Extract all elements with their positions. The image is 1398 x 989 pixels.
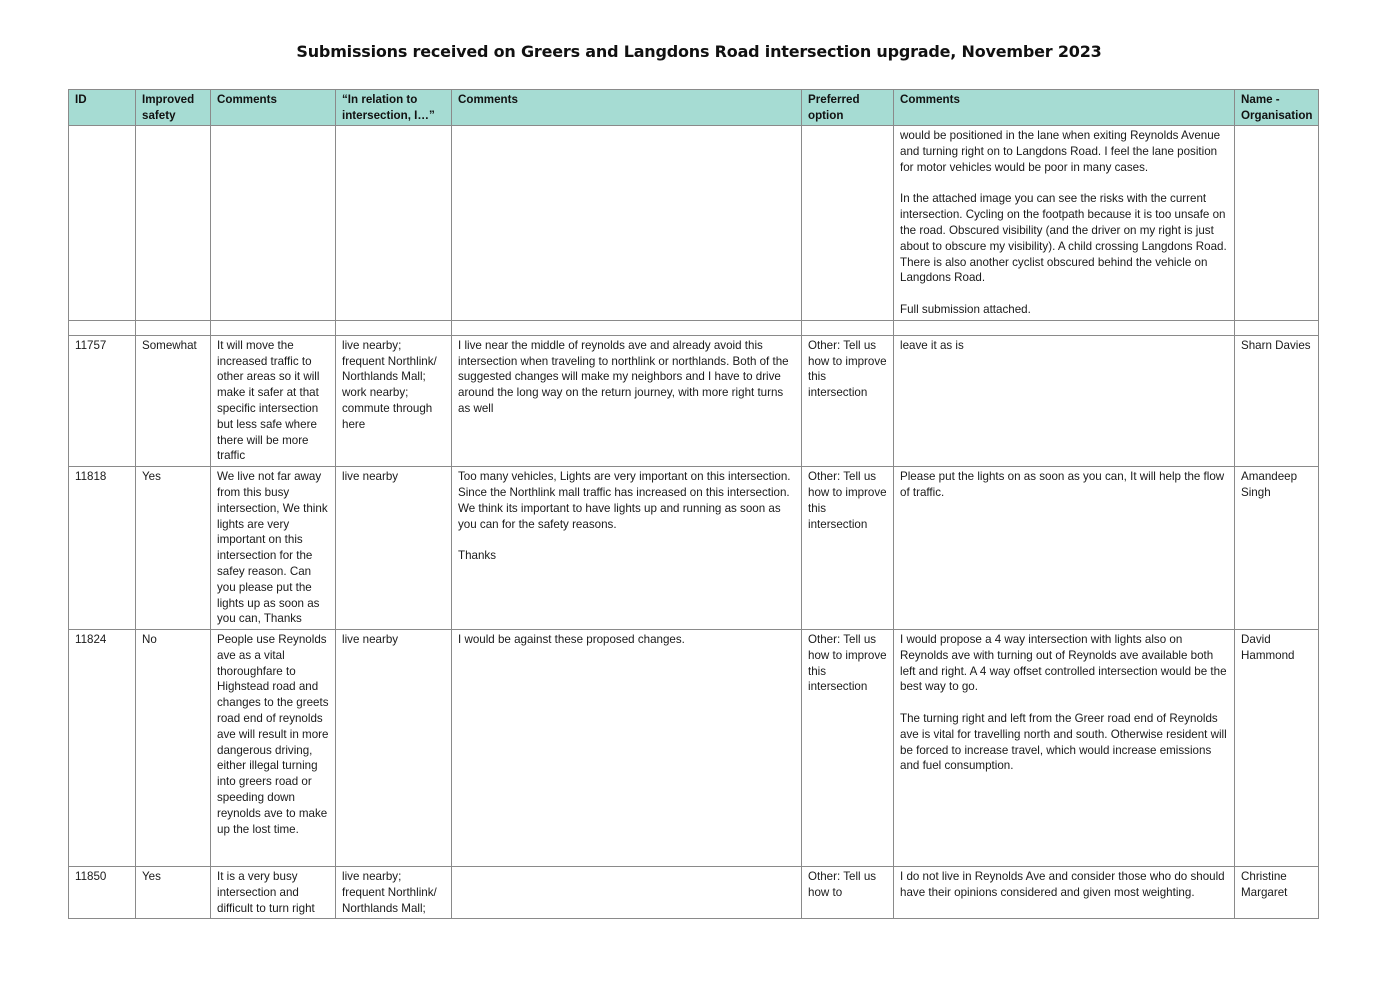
table-cell-comments: leave it as is xyxy=(894,335,1235,466)
col-header-name-organisation: Name - Organisation xyxy=(1235,90,1319,126)
table-row xyxy=(69,467,1319,630)
table-row-continuation xyxy=(69,126,1319,321)
table-cell-comments: I would be against these proposed changes. xyxy=(452,630,802,867)
table-cell-id: 11824 xyxy=(69,630,136,867)
table-cell xyxy=(1235,126,1319,321)
table-cell-comments: I live near the middle of reynolds ave and already avoid this intersection when traveling to northlink or northlands. Both of the suggested changes will make my neighbors and I have to drive around the long way on the return journey, with more right turns as well xyxy=(452,335,802,466)
table-cell-improved-safety: No xyxy=(136,630,211,867)
table-cell-comments xyxy=(452,867,802,919)
col-header-comments: Comments xyxy=(894,90,1235,126)
table-cell-comments: It will move the increased traffic to other areas so it will make it safer at that specific intersection but less safe where there will be more traffic xyxy=(211,335,336,466)
document-title: Submissions received on Greers and Langdons Road intersection upgrade, November 2023 xyxy=(296,42,1102,61)
table-cell-comments: I would propose a 4 way intersection with lights also on Reynolds ave with turning out of Reynolds ave available both left and right. A 4 way offset controlled intersection would be the best way to go. The turning right and left from the Greer road end of Reynolds ave is vital for travelling north and south. Otherwise resident will be forced to increase travel, which would increase emissions and fuel consumption. xyxy=(894,630,1235,867)
table-cell-improved-safety: Yes xyxy=(136,867,211,919)
table-cell-preferred-option: Other: Tell us how to improve this intersection xyxy=(802,630,894,867)
table-cell-comments: Too many vehicles, Lights are very important on this intersection. Since the Northlink mall traffic has increased on this intersection. We think its important to have lights up and running as soon as you can for the safety reasons. Thanks xyxy=(452,467,802,630)
table-cell xyxy=(802,320,894,335)
table-cell-improved-safety: Yes xyxy=(136,467,211,630)
table-cell-comments: I do not live in Reynolds Ave and consider those who do should have their opinions considered and given most weighting. xyxy=(894,867,1235,919)
table-row xyxy=(69,630,1319,867)
table-cell-in-relation: live nearby xyxy=(336,630,452,867)
table-cell xyxy=(336,126,452,321)
header-row xyxy=(69,90,1319,126)
table-cell xyxy=(69,126,136,321)
table-cell-name: Amandeep Singh xyxy=(1235,467,1319,630)
col-header-comments: Comments xyxy=(211,90,336,126)
table-cell xyxy=(211,126,336,321)
col-header-id: ID xyxy=(69,90,136,126)
table-cell xyxy=(452,126,802,321)
table-cell xyxy=(1235,320,1319,335)
table-row xyxy=(69,335,1319,466)
table-cell-id: 11818 xyxy=(69,467,136,630)
table-cell xyxy=(802,126,894,321)
table-cell-improved-safety: Somewhat xyxy=(136,335,211,466)
table-cell xyxy=(211,320,336,335)
submissions-table xyxy=(68,89,1319,919)
table-cell-comments: would be positioned in the lane when exiting Reynolds Avenue and turning right on to Langdons Road. I feel the lane position for motor vehicles would be poor in many cases. In the attached image you can see the risks with the current intersection. Cycling on the footpath because it is too unsafe on the road. Obscured visibility (and the driver on my right is just about to obscure my visibility). A child crossing Langdons Road. There is also another cyclist obscured behind the vehicle on Langdons Road. Full submission attached. xyxy=(894,126,1235,321)
table-cell-preferred-option: Other: Tell us how to xyxy=(802,867,894,919)
table-cell xyxy=(894,320,1235,335)
table-cell-name: Christine Margaret xyxy=(1235,867,1319,919)
table-row xyxy=(69,867,1319,919)
col-header-preferred-option: Preferred option xyxy=(802,90,894,126)
table-cell xyxy=(136,320,211,335)
table-cell-id: 11850 xyxy=(69,867,136,919)
table-cell-in-relation: live nearby; frequent Northlink/ Northlands Mall; xyxy=(336,867,452,919)
table-cell-comments: It is a very busy intersection and difficult to turn right xyxy=(211,867,336,919)
table-cell xyxy=(69,320,136,335)
table-cell-name: David Hammond xyxy=(1235,630,1319,867)
col-header-improved-safety: Improved safety xyxy=(136,90,211,126)
table-cell-comments: We live not far away from this busy intersection, We think lights are very important on this intersection for the safey reason. Can you please put the lights up as soon as you can, Thanks xyxy=(211,467,336,630)
table-cell-in-relation: live nearby xyxy=(336,467,452,630)
table-cell-in-relation: live nearby; frequent Northlink/ Northlands Mall; work nearby; commute through here xyxy=(336,335,452,466)
table-cell xyxy=(336,320,452,335)
table-cell-name: Sharn Davies xyxy=(1235,335,1319,466)
table-cell-id: 11757 xyxy=(69,335,136,466)
table-cell-comments: People use Reynolds ave as a vital thoroughfare to Highstead road and changes to the greets road end of reynolds ave will result in more dangerous driving, either illegal turning into greers road or speeding down reynolds ave to make up the lost time. xyxy=(211,630,336,867)
table-cell-comments: Please put the lights on as soon as you can, It will help the flow of traffic. xyxy=(894,467,1235,630)
table-row-spacer xyxy=(69,320,1319,335)
table-cell-preferred-option: Other: Tell us how to improve this intersection xyxy=(802,335,894,466)
table-cell-preferred-option: Other: Tell us how to improve this intersection xyxy=(802,467,894,630)
col-header-in-relation: “In relation to intersection, I…” xyxy=(336,90,452,126)
table-cell xyxy=(452,320,802,335)
col-header-comments: Comments xyxy=(452,90,802,126)
table-cell xyxy=(136,126,211,321)
